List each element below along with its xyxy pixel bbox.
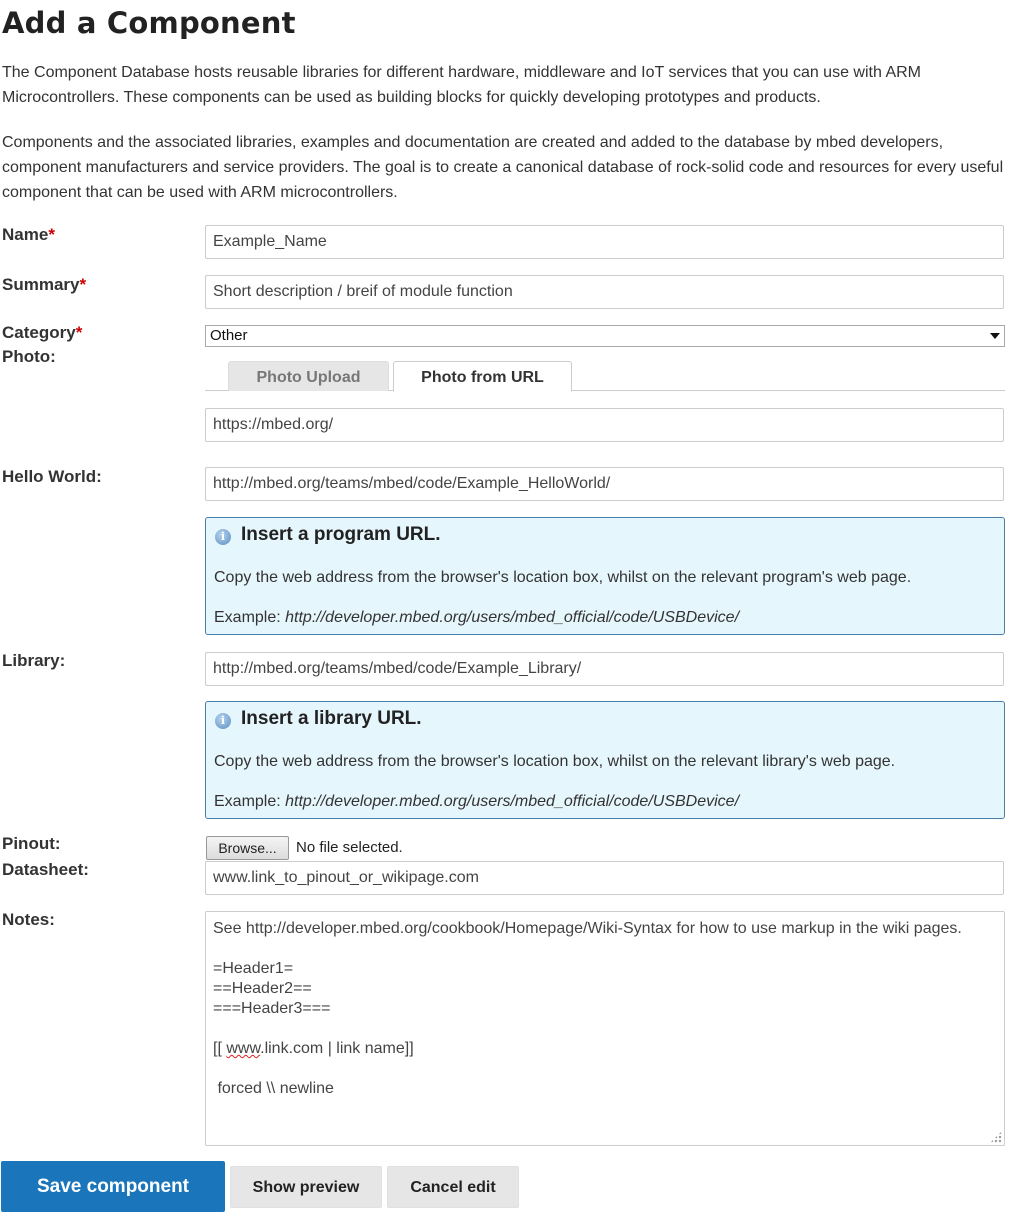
datasheet-label: Datasheet:: [2, 860, 89, 879]
library-label: Library:: [2, 651, 66, 670]
category-select[interactable]: [205, 325, 1005, 347]
summary-input[interactable]: [205, 275, 1004, 309]
info-title: Insert a program URL.: [241, 524, 441, 545]
info-example: Example: http://developer.mbed.org/users/mbed_official/code/USBDevice/: [214, 609, 740, 626]
hello-world-input[interactable]: [205, 467, 1004, 501]
hello-world-label: Hello World:: [2, 467, 102, 486]
resize-grip-icon[interactable]: [990, 1131, 1002, 1143]
library-input[interactable]: [205, 652, 1004, 686]
name-input[interactable]: [205, 225, 1004, 259]
info-title: Insert a library URL.: [241, 708, 422, 729]
tab-photo-from-url[interactable]: Photo from URL: [393, 361, 572, 392]
notes-line: forced \\ newline: [213, 1080, 334, 1097]
program-url-info-box: [205, 517, 1005, 635]
tab-photo-upload[interactable]: Photo Upload: [228, 361, 389, 391]
required-marker: *: [48, 225, 55, 244]
info-description: Copy the web address from the browser's location box, whilst on the relevant library's web page.: [214, 753, 896, 770]
category-label: Category*: [2, 323, 83, 342]
datasheet-input[interactable]: [205, 861, 1004, 895]
pinout-label: Pinout:: [2, 834, 61, 853]
notes-line: [[ www.link.com | link name]]: [213, 1040, 414, 1057]
notes-line: =Header1=: [213, 960, 294, 977]
cancel-edit-button[interactable]: Cancel edit: [387, 1166, 519, 1208]
show-preview-button[interactable]: Show preview: [230, 1166, 382, 1208]
category-selected-value: Other: [210, 327, 248, 344]
page-title: Add a Component: [2, 6, 296, 40]
required-marker: *: [75, 323, 83, 342]
required-marker: *: [79, 275, 87, 294]
notes-line: ===Header3===: [213, 1000, 331, 1017]
photo-url-input[interactable]: [205, 408, 1004, 442]
library-url-info-box: [205, 701, 1005, 819]
photo-label: Photo:: [2, 347, 56, 366]
browse-button[interactable]: Browse...: [206, 836, 289, 860]
save-component-button[interactable]: Save component: [1, 1161, 225, 1212]
info-description: Copy the web address from the browser's location box, whilst on the relevant program's web page.: [214, 569, 912, 586]
chevron-down-icon: [990, 333, 1000, 339]
notes-textarea[interactable]: [205, 911, 1005, 1146]
name-label: Name*: [2, 225, 55, 244]
file-status: No file selected.: [296, 839, 403, 856]
intro-paragraph-1: The Component Database hosts reusable libraries for different hardware, middleware and IoT services that you can use with ARM Microcontrollers. These components can be used as building blocks for quickly developing prototypes and products.: [2, 64, 921, 106]
info-icon: i: [215, 713, 231, 729]
intro-paragraph-2: Components and the associated libraries, examples and documentation are created and added to the database by mbed developers, component manufacturers and service providers. The goal is to create a canonical database of rock-solid code and resources for every useful component that can be used with ARM microcontrollers.: [2, 134, 1004, 201]
notes-line: ==Header2==: [213, 980, 312, 997]
notes-line: See http://developer.mbed.org/cookbook/Homepage/Wiki-Syntax for how to use markup in the wiki pages.: [213, 920, 962, 937]
summary-label: Summary*: [2, 275, 87, 294]
info-example: Example: http://developer.mbed.org/users/mbed_official/code/USBDevice/: [214, 793, 740, 810]
info-icon: i: [215, 529, 231, 545]
notes-label: Notes:: [2, 910, 55, 929]
